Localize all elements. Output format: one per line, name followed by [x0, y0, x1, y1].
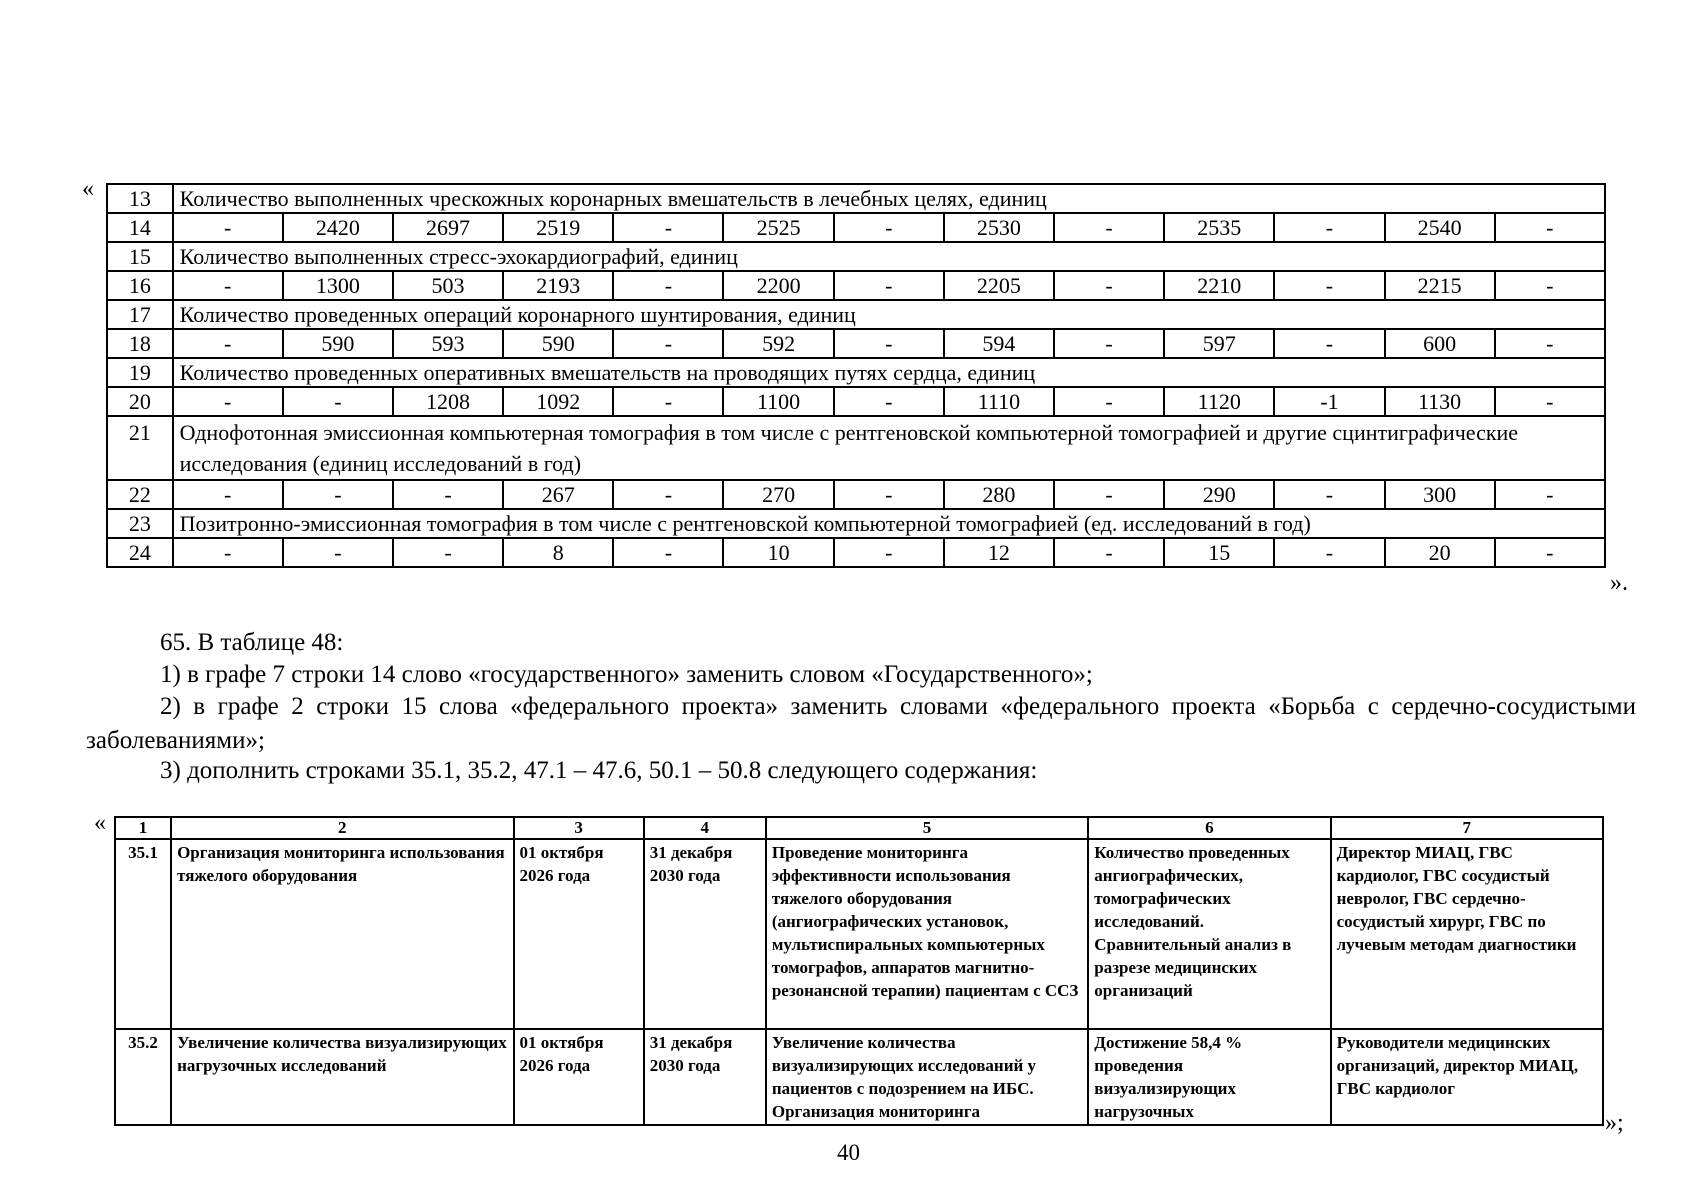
row-number: 35.2 — [115, 1029, 171, 1125]
row-number: 17 — [107, 300, 173, 329]
upper-table-open-quote: « — [82, 176, 94, 202]
value-cell: 503 — [393, 271, 503, 300]
value-cell: - — [613, 213, 723, 242]
row-number: 18 — [107, 329, 173, 358]
column-header: 2 — [171, 817, 513, 839]
value-cell: 1120 — [1164, 387, 1274, 416]
value-cell: 290 — [1164, 480, 1274, 509]
table-row — [115, 839, 1603, 1029]
value-cell: - — [613, 271, 723, 300]
responsible: Директор МИАЦ, ГВС кардиолог, ГВС сосудистый невролог, ГВС сердечно-сосудистый хирург, ГВС по лучевым методам диагностики — [1331, 839, 1603, 1029]
value-cell: - — [283, 538, 393, 567]
value-cell: 2540 — [1385, 213, 1495, 242]
indicator-values-row — [107, 480, 1605, 509]
value-cell: - — [1495, 271, 1605, 300]
value-cell: - — [1495, 538, 1605, 567]
expected-result: Достижение 58,4 % проведения визуализирующих нагрузочных — [1088, 1029, 1330, 1125]
event-name: Организация мониторинга использования тяжелого оборудования — [171, 839, 513, 1029]
page-number: 40 — [837, 1140, 860, 1165]
value-cell: 1110 — [944, 387, 1054, 416]
value-cell: - — [613, 480, 723, 509]
value-cell: - — [1054, 271, 1164, 300]
value-cell: - — [1054, 213, 1164, 242]
value-cell: - — [1495, 387, 1605, 416]
row-number: 13 — [107, 184, 173, 213]
value-cell: 15 — [1164, 538, 1274, 567]
value-cell: 1300 — [283, 271, 393, 300]
value-cell: 1092 — [503, 387, 613, 416]
row-number: 14 — [107, 213, 173, 242]
indicator-title-row — [107, 358, 1605, 387]
value-cell: 593 — [393, 329, 503, 358]
value-cell: - — [1054, 480, 1164, 509]
indicator-values-row — [107, 538, 1605, 567]
value-cell: - — [834, 213, 944, 242]
value-cell: - — [834, 387, 944, 416]
column-header: 7 — [1331, 817, 1603, 839]
event-description: Увеличение количества визуализирующих исследований у пациентов с подозрением на ИБС. Организация мониторинга — [766, 1029, 1088, 1125]
value-cell: - — [393, 538, 503, 567]
start-date: 01 октября 2026 года — [514, 839, 644, 1029]
value-cell: 1100 — [723, 387, 833, 416]
value-cell: - — [834, 329, 944, 358]
indicator-title: Позитронно-эмиссионная томография в том числе с рентгеновской компьютерной томографией (ед. исследований в год) — [173, 509, 1605, 538]
amendment-item-1: 1) в графе 7 строки 14 слово «государственного» заменить словом «Государственного»; — [160, 661, 1093, 688]
indicator-values-row — [107, 329, 1605, 358]
value-cell: 2420 — [283, 213, 393, 242]
end-date: 31 декабря 2030 года — [644, 1029, 766, 1125]
column-header: 5 — [766, 817, 1088, 839]
indicator-values-row — [107, 213, 1605, 242]
row-number: 35.1 — [115, 839, 171, 1029]
value-cell: 2697 — [393, 213, 503, 242]
column-header: 1 — [115, 817, 171, 839]
start-date: 01 октября 2026 года — [514, 1029, 644, 1125]
row-number: 24 — [107, 538, 173, 567]
lower-table-close-quote: »; — [1605, 1110, 1624, 1136]
indicator-title-row — [107, 509, 1605, 538]
column-header: 3 — [514, 817, 644, 839]
value-cell: 280 — [944, 480, 1054, 509]
value-cell: 2193 — [503, 271, 613, 300]
value-cell: - — [173, 480, 283, 509]
row-number: 20 — [107, 387, 173, 416]
value-cell: - — [283, 387, 393, 416]
end-date: 31 декабря 2030 года — [644, 839, 766, 1029]
amendment-item-3: 3) дополнить строками 35.1, 35.2, 47.1 – 47.6, 50.1 – 50.8 следующего содержания: — [160, 757, 1038, 784]
value-cell: 2530 — [944, 213, 1054, 242]
value-cell: 594 — [944, 329, 1054, 358]
event-name: Увеличение количества визуализирующих нагрузочных исследований — [171, 1029, 513, 1125]
value-cell: 2525 — [723, 213, 833, 242]
indicator-title: Однофотонная эмиссионная компьютерная томография в том числе с рентгеновской компьютерной томографией и другие сцинтиграфические исследования (единиц исследований в год) — [173, 416, 1605, 480]
value-cell: 1208 — [393, 387, 503, 416]
row-number: 22 — [107, 480, 173, 509]
value-cell: 2205 — [944, 271, 1054, 300]
value-cell: - — [1495, 329, 1605, 358]
value-cell: - — [834, 271, 944, 300]
row-number: 19 — [107, 358, 173, 387]
lower-table-open-quote: « — [94, 810, 106, 836]
responsible: Руководители медицинских организаций, директор МИАЦ, ГВС кардиолог — [1331, 1029, 1603, 1125]
value-cell: 590 — [283, 329, 393, 358]
value-cell: - — [173, 387, 283, 416]
value-cell: - — [834, 538, 944, 567]
lower-table-header-row — [115, 817, 1603, 839]
amendment-item-2: 2) в графе 2 строки 15 слова «федерального проекта» заменить словами «федерального проекта «Борьба с сердечно-сосудистыми заболеваниями»; — [86, 693, 1636, 754]
value-cell: - — [173, 271, 283, 300]
indicator-title-row — [107, 300, 1605, 329]
value-cell: - — [1274, 480, 1384, 509]
value-cell: - — [1274, 538, 1384, 567]
value-cell: - — [1054, 387, 1164, 416]
indicator-title-row — [107, 242, 1605, 271]
upper-table-close-quote: ». — [1610, 570, 1628, 596]
indicator-values-row — [107, 271, 1605, 300]
row-number: 15 — [107, 242, 173, 271]
value-cell: 600 — [1385, 329, 1495, 358]
value-cell: 1130 — [1385, 387, 1495, 416]
value-cell: 300 — [1385, 480, 1495, 509]
row-number: 23 — [107, 509, 173, 538]
row-number: 16 — [107, 271, 173, 300]
value-cell: - — [173, 213, 283, 242]
value-cell: 590 — [503, 329, 613, 358]
expected-result: Количество проведенных ангиографических, томографических исследований. Сравнительный анализ в разрезе медицинских организаций — [1088, 839, 1330, 1029]
indicator-title-row — [107, 416, 1605, 480]
value-cell: 2200 — [723, 271, 833, 300]
value-cell: 20 — [1385, 538, 1495, 567]
value-cell: - — [173, 538, 283, 567]
value-cell: - — [1054, 329, 1164, 358]
table-row — [115, 1029, 1603, 1125]
value-cell: - — [613, 387, 723, 416]
value-cell: 597 — [1164, 329, 1274, 358]
value-cell: - — [1274, 271, 1384, 300]
value-cell: - — [834, 480, 944, 509]
value-cell: -1 — [1274, 387, 1384, 416]
value-cell: - — [613, 538, 723, 567]
indicator-title: Количество проведенных операций коронарного шунтирования, единиц — [173, 300, 1605, 329]
value-cell: - — [1274, 329, 1384, 358]
value-cell: 267 — [503, 480, 613, 509]
value-cell: - — [1274, 213, 1384, 242]
value-cell: - — [1495, 213, 1605, 242]
lower-table — [114, 816, 1604, 1126]
value-cell: 592 — [723, 329, 833, 358]
section-intro: 65. В таблице 48: — [160, 629, 344, 656]
indicator-title-row — [107, 184, 1605, 213]
value-cell: - — [393, 480, 503, 509]
value-cell: - — [1495, 480, 1605, 509]
column-header: 4 — [644, 817, 766, 839]
event-description: Проведение мониторинга эффективности использования тяжелого оборудования (ангиографических установок, мультиспиральных компьютерных томографов, аппаратов магнитно-резонансной терапии) пациентам с ССЗ — [766, 839, 1088, 1029]
value-cell: - — [173, 329, 283, 358]
row-number: 21 — [107, 416, 173, 480]
indicator-title: Количество выполненных чрескожных коронарных вмешательств в лечебных целях, единиц — [173, 184, 1605, 213]
indicator-title: Количество выполненных стресс-эхокардиографий, единиц — [173, 242, 1605, 271]
upper-table — [106, 183, 1606, 568]
value-cell: 2210 — [1164, 271, 1274, 300]
column-header: 6 — [1088, 817, 1330, 839]
value-cell: 8 — [503, 538, 613, 567]
value-cell: 2535 — [1164, 213, 1274, 242]
indicator-values-row — [107, 387, 1605, 416]
value-cell: - — [1054, 538, 1164, 567]
value-cell: - — [283, 480, 393, 509]
value-cell: 12 — [944, 538, 1054, 567]
value-cell: 2215 — [1385, 271, 1495, 300]
value-cell: 2519 — [503, 213, 613, 242]
value-cell: - — [613, 329, 723, 358]
value-cell: 10 — [723, 538, 833, 567]
value-cell: 270 — [723, 480, 833, 509]
indicator-title: Количество проведенных оперативных вмешательств на проводящих путях сердца, единиц — [173, 358, 1605, 387]
